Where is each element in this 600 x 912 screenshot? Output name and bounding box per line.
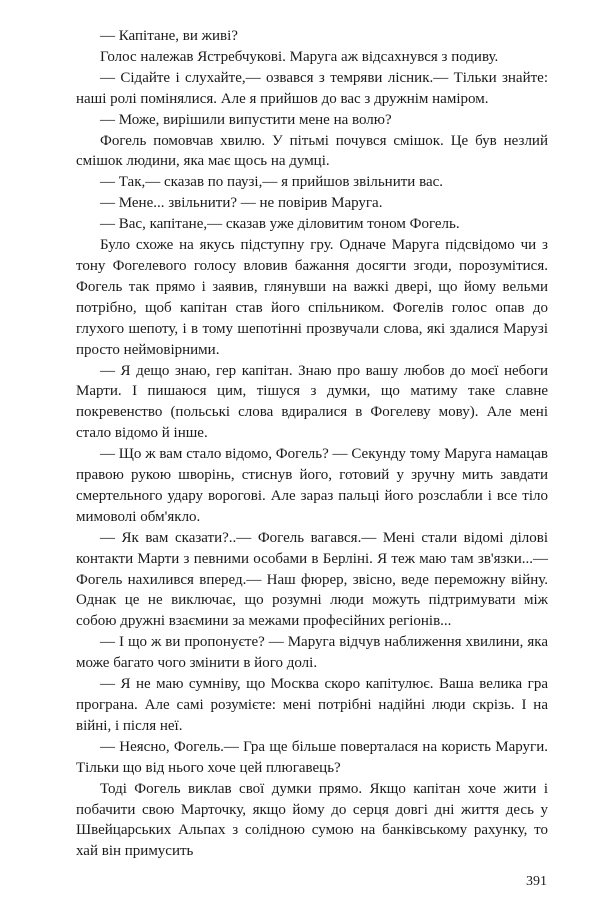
paragraph-14: — Я не маю сумніву, що Москва скоро капітулює. Ваша велика гра програна. Але самі розумієте: мені потрібні надійні люди скрізь. І на війні, і після неї. [76, 676, 548, 734]
page-number: 391 [526, 874, 547, 889]
paragraph-11: — Що ж вам стало відомо, Фогель? — Секунду тому Маруга намацав правою рукою шворінь, стиснув його, готовий у зручну мить завдати смертельного удару ворогові. Але зараз пальці його розслабли і все тіло мимоволі обм'якло. [76, 446, 548, 525]
paragraph-1: — Капітане, ви живі? [100, 28, 238, 44]
body-text [76, 26, 548, 862]
paragraph-8: — Вас, капітане,— сказав уже діловитим тоном Фогель. [100, 216, 460, 233]
paragraph-5: Фогель помовчав хвилю. У пітьмі почувся смішок. Це був незлий смішок людини, яка має щось на думці. [76, 132, 548, 170]
paragraph-15: — Неясно, Фогель.— Гра ще більше поверталася на користь Маруги. Тільки що від нього хоче цей плюгавець? [76, 738, 548, 776]
paragraph-12: — Як вам сказати?..— Фогель вагався.— Мені стали відомі ділові контакти Марти з певними особами в Берліні. Я теж маю там зв'язки...— Фогель нахилився вперед.— Наш фюрер, звісно, веде переможну війну. Однак це не виключає, що розумні люди можуть підтримувати між собою дружні взаємини за межами професійних регіонів... [76, 529, 548, 630]
paragraph-7: — Мене... звільнити? — не повірив Маруга. [100, 195, 383, 212]
paragraph-9: Було схоже на якусь підступну гру. Одначе Маруга підсвідомо чи з тону Фогелевого голосу вловив бажання досягти згоди, порозумітися. Фогель так прямо і заявив, глянувши на важкі двері, що йому вельми потрібно, щоб капітан став його спільником. Фогелів голос опав до глухого шепоту, і в тому шепотінні прозвучали слова, які здалися Марузі просто неймовірними. [76, 237, 548, 358]
paragraph-6: — Так,— сказав по паузі,— я прийшов звільнити вас. [100, 174, 444, 191]
paragraph-10: — Я дещо знаю, гер капітан. Знаю про вашу любов до моєї небоги Марти. І пишаюся цим, тішуся з думки, що матиму таке славне покревенство (польські слова вдиралися в Фогелеву мову). Але мені стало відомо й інше. [76, 362, 548, 442]
paragraph-2: Голос належав Ястребчукові. Маруга аж відсахнувся з подиву. [100, 48, 499, 65]
paragraph-3: — Сідайте і слухайте,— озвався з темряви лісник.— Тільки знайте: наші ролі помінялися. Але я прийшов до вас з дружнім наміром. [76, 69, 548, 107]
paragraph-4: — Може, вирішили випустити мене на волю? [100, 111, 392, 128]
paragraph-13: — І що ж ви пропонуєте? — Маруга відчув наближення хвилини, яка може багато чого змінити в його долі. [76, 634, 548, 672]
paragraph-16: Тоді Фогель виклав свої думки прямо. Якщо капітан хоче жити і побачити свою Марточку, якщо йому до серця довгі дні життя десь у Швейцарських Альпах з солідною сумою на банківському рахунку, то хай він примусить [76, 780, 548, 860]
